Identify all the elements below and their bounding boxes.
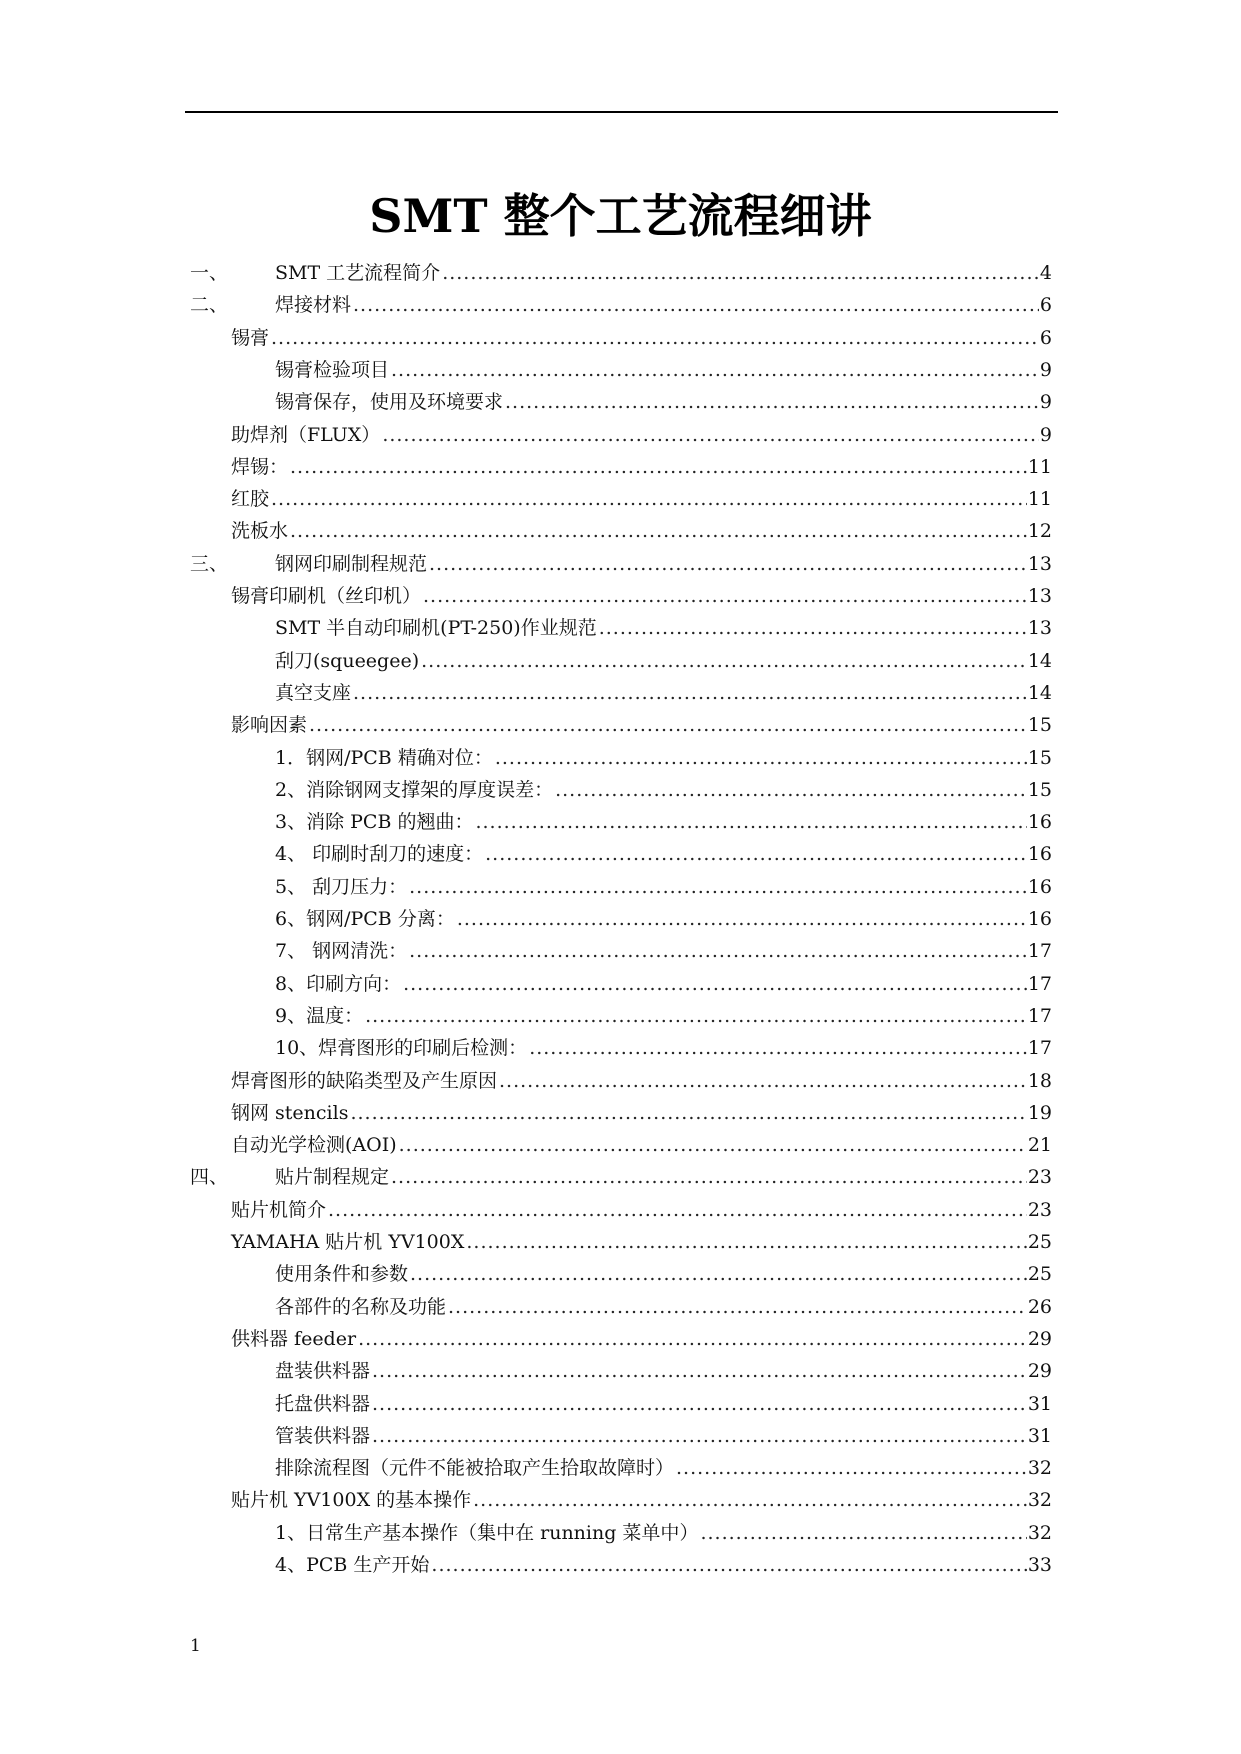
toc-dot-leader — [399, 1133, 1027, 1157]
toc-entry-text: SMT 半自动印刷机(PT-250)作业规范 — [275, 617, 597, 640]
toc-dot-leader — [431, 1553, 1026, 1577]
toc-entry-page: 13 — [1027, 617, 1052, 640]
toc-dot-leader — [423, 584, 1027, 608]
toc-entry-text: 刮刀(squeegee) — [275, 649, 420, 672]
toc-entry-page: 29 — [1027, 1360, 1052, 1383]
toc-entry[interactable] — [275, 1416, 1052, 1448]
toc-entry[interactable] — [275, 996, 1052, 1028]
toc-dot-leader — [429, 552, 1027, 576]
toc-entry-text: 2、消除钢网支撑架的厚度误差： — [275, 778, 554, 801]
toc-entry[interactable] — [275, 834, 1052, 866]
toc-entry[interactable] — [190, 253, 1052, 285]
toc-dot-leader — [409, 939, 1027, 963]
toc-entry-text: 真空支座 — [275, 681, 352, 704]
toc-entry-page: 31 — [1027, 1424, 1052, 1447]
toc-entry[interactable] — [275, 1513, 1052, 1545]
toc-entry-text: 6、钢网/PCB 分离： — [275, 908, 455, 930]
toc-entry-text: 贴片制程规定 — [275, 1166, 390, 1189]
toc-dot-leader — [328, 1198, 1027, 1222]
toc-dot-leader — [529, 1036, 1027, 1060]
toc-entry[interactable] — [231, 447, 1052, 479]
toc-entry-text: 焊膏图形的缺陷类型及产生原因 — [231, 1069, 498, 1092]
toc-entry-text: 贴片机简介 — [231, 1198, 327, 1221]
toc-entry-text: 8、印刷方向： — [275, 972, 402, 995]
toc-dot-leader — [403, 972, 1027, 996]
toc-entry[interactable] — [231, 511, 1052, 543]
toc-entry-page: 14 — [1027, 681, 1052, 704]
toc-dot-leader — [290, 519, 1027, 543]
toc-entry[interactable] — [231, 576, 1052, 608]
toc-entry[interactable] — [231, 1125, 1052, 1157]
toc-entry[interactable] — [231, 415, 1052, 447]
toc-dot-leader — [290, 455, 1027, 479]
toc-entry-page: 32 — [1027, 1489, 1052, 1512]
toc-dot-leader — [457, 907, 1027, 931]
toc-entry[interactable] — [275, 1028, 1052, 1060]
toc-entry[interactable] — [231, 1093, 1052, 1125]
toc-entry-text: 管装供料器 — [275, 1424, 371, 1447]
toc-entry-text: SMT 工艺流程简介 — [275, 262, 441, 284]
toc-dot-leader — [309, 713, 1027, 737]
toc-dot-leader — [466, 1230, 1026, 1254]
toc-entry-page: 9 — [1039, 423, 1052, 446]
toc-dot-leader — [448, 1295, 1027, 1319]
toc-entry-page: 16 — [1027, 908, 1052, 930]
toc-entry[interactable] — [275, 1351, 1052, 1383]
toc-dot-leader — [350, 1101, 1026, 1125]
toc-entry-number: 三、 — [190, 552, 229, 575]
toc-entry-page: 19 — [1027, 1101, 1052, 1124]
toc-entry-text: 5、 刮刀压力： — [275, 875, 408, 898]
toc-entry-page: 16 — [1027, 875, 1052, 898]
toc-entry[interactable] — [275, 931, 1052, 963]
toc-entry[interactable] — [275, 673, 1052, 705]
toc-entry-page: 14 — [1027, 649, 1052, 672]
toc-entry-text: 影响因素 — [231, 714, 308, 737]
toc-entry[interactable] — [231, 705, 1052, 737]
toc-dot-leader — [372, 1359, 1027, 1383]
toc-entry[interactable] — [190, 544, 1052, 576]
toc-entry-page: 9 — [1039, 391, 1052, 414]
toc-dot-leader — [353, 293, 1039, 317]
toc-entry[interactable] — [231, 1222, 1052, 1254]
toc-entry-page: 29 — [1027, 1327, 1052, 1350]
toc-dot-leader — [485, 842, 1027, 866]
toc-entry-page: 32 — [1027, 1457, 1052, 1480]
toc-entry[interactable] — [275, 738, 1052, 770]
toc-entry-text: 钢网印刷制程规范 — [275, 552, 428, 575]
toc-entry[interactable] — [231, 1319, 1052, 1351]
toc-entry[interactable] — [275, 964, 1052, 996]
toc-entry-number: 二、 — [190, 294, 229, 317]
toc-dot-leader — [365, 1004, 1027, 1028]
toc-entry-text: 使用条件和参数 — [275, 1263, 409, 1286]
toc-dot-leader — [499, 1069, 1027, 1093]
toc-entry-page: 17 — [1027, 1037, 1052, 1060]
toc-entry[interactable] — [275, 1287, 1052, 1319]
toc-entry-text: 10、焊膏图形的印刷后检测： — [275, 1037, 528, 1060]
toc-entry[interactable] — [231, 1061, 1052, 1093]
toc-entry-text: 各部件的名称及功能 — [275, 1295, 447, 1318]
toc-entry[interactable] — [275, 1545, 1052, 1577]
toc-dot-leader — [372, 1424, 1027, 1448]
toc-entry-number: 四、 — [190, 1166, 229, 1189]
toc-entry-page: 15 — [1027, 714, 1052, 737]
toc-entry[interactable] — [275, 641, 1052, 673]
toc-dot-leader — [475, 810, 1026, 834]
toc-dot-leader — [358, 1327, 1027, 1351]
toc-entry[interactable] — [231, 1190, 1052, 1222]
toc-entry-text: 4、PCB 生产开始 — [275, 1554, 430, 1576]
toc-entry-text: 排除流程图（元件不能被拾取产生拾取故障时） — [275, 1457, 675, 1480]
toc-entry[interactable] — [190, 285, 1052, 317]
toc-entry[interactable] — [275, 770, 1052, 802]
toc-entry-page: 13 — [1027, 585, 1052, 607]
toc-entry-page: 11 — [1027, 488, 1052, 511]
toc-entry-page: 13 — [1027, 552, 1052, 575]
toc-entry[interactable] — [275, 1448, 1052, 1480]
toc-entry-text: 贴片机 YV100X 的基本操作 — [231, 1489, 472, 1512]
toc-dot-leader — [421, 649, 1027, 673]
toc-entry[interactable] — [231, 479, 1052, 511]
toc-entry-text: 供料器 feeder — [231, 1327, 357, 1350]
toc-entry[interactable] — [275, 1254, 1052, 1286]
toc-dot-leader — [353, 681, 1027, 705]
toc-entry-text: 锡膏检验项目 — [275, 358, 390, 381]
toc-entry-page: 4 — [1039, 262, 1052, 284]
toc-entry-page: 25 — [1027, 1231, 1052, 1253]
toc-dot-leader — [271, 326, 1039, 350]
toc-entry[interactable] — [275, 867, 1052, 899]
toc-entry[interactable] — [275, 350, 1052, 382]
toc-entry-text: 自动光学检测(AOI) — [231, 1134, 397, 1157]
toc-entry-text: YAMAHA 贴片机 YV100X — [231, 1231, 465, 1253]
toc-entry-page: 23 — [1027, 1198, 1052, 1221]
toc-entry-page: 33 — [1027, 1554, 1052, 1576]
toc-dot-leader — [700, 1521, 1026, 1545]
toc-entry-page: 9 — [1039, 358, 1052, 381]
page-number: 1 — [190, 1636, 201, 1656]
toc-dot-leader — [473, 1488, 1027, 1512]
toc-dot-leader — [495, 746, 1027, 770]
toc-entry-page: 17 — [1027, 972, 1052, 995]
toc-entry[interactable] — [275, 608, 1052, 640]
toc-entry-text: 7、 钢网清洗： — [275, 940, 408, 963]
toc-entry-text: 9、温度： — [275, 1004, 364, 1027]
toc-entry-page: 12 — [1027, 520, 1052, 543]
toc-entry-page: 11 — [1027, 455, 1052, 478]
toc-entry-text: 托盘供料器 — [275, 1392, 371, 1415]
toc-entry-text: 洗板水 — [231, 520, 289, 543]
toc-entry-text: 3、消除 PCB 的翘曲： — [275, 811, 474, 834]
toc-entry-page: 17 — [1027, 1004, 1052, 1027]
toc-entry-page: 26 — [1027, 1295, 1052, 1318]
toc-entry-text: 锡膏保存，使用及环境要求 — [275, 391, 504, 414]
toc-entry-page: 18 — [1027, 1069, 1052, 1092]
toc-entry-text: 焊接材料 — [275, 294, 352, 317]
toc-dot-leader — [409, 875, 1027, 899]
toc-entry-text: 锡膏 — [231, 326, 270, 349]
toc-entry-page: 15 — [1027, 746, 1052, 769]
toc-entry-text: 1．钢网/PCB 精确对位： — [275, 746, 493, 769]
toc-entry-page: 31 — [1027, 1392, 1052, 1415]
toc-dot-leader — [505, 390, 1039, 414]
toc-entry-page: 25 — [1027, 1263, 1052, 1286]
toc-entry[interactable] — [231, 318, 1052, 350]
toc-entry-text: 锡膏印刷机（丝印机） — [231, 585, 422, 607]
toc-entry-text: 助焊剂（FLUX） — [231, 423, 381, 446]
toc-dot-leader — [372, 1392, 1027, 1416]
toc-dot-leader — [555, 778, 1027, 802]
document-title: SMT 整个工艺流程细讲 — [369, 189, 872, 243]
toc-entry-page: 16 — [1027, 843, 1052, 866]
toc-entry[interactable] — [275, 899, 1052, 931]
toc-dot-leader — [391, 358, 1039, 382]
toc-entry[interactable] — [190, 1157, 1052, 1189]
toc-dot-leader — [271, 487, 1027, 511]
toc-entry-number: 一、 — [190, 262, 229, 284]
toc-entry-text: 钢网 stencils — [231, 1101, 349, 1124]
toc-entry-text: 盘装供料器 — [275, 1360, 371, 1383]
toc-dot-leader — [676, 1456, 1027, 1480]
toc-entry-page: 21 — [1027, 1134, 1052, 1157]
toc-entry-page: 6 — [1039, 294, 1052, 317]
toc-entry[interactable] — [231, 1480, 1052, 1512]
toc-dot-leader — [382, 423, 1039, 447]
toc-entry-text: 焊锡： — [231, 455, 289, 478]
toc-entry-text: 4、 印刷时刮刀的速度： — [275, 843, 484, 866]
toc-dot-leader — [442, 261, 1039, 285]
header-rule — [185, 111, 1058, 113]
toc-dot-leader — [391, 1165, 1027, 1189]
toc-entry-page: 23 — [1027, 1166, 1052, 1189]
toc-entry-page: 32 — [1027, 1521, 1052, 1544]
toc-entry[interactable] — [275, 382, 1052, 414]
toc-dot-leader — [599, 616, 1027, 640]
toc-entry-text: 红胶 — [231, 488, 270, 511]
toc-entry[interactable] — [275, 802, 1052, 834]
toc-entry-page: 6 — [1039, 326, 1052, 349]
toc-entry-page: 16 — [1027, 811, 1052, 834]
toc-dot-leader — [410, 1262, 1027, 1286]
toc-entry-page: 15 — [1027, 778, 1052, 801]
toc-entry-page: 17 — [1027, 940, 1052, 963]
toc-entry[interactable] — [275, 1384, 1052, 1416]
toc-entry-text: 1、日常生产基本操作（集中在 running 菜单中） — [275, 1521, 699, 1544]
